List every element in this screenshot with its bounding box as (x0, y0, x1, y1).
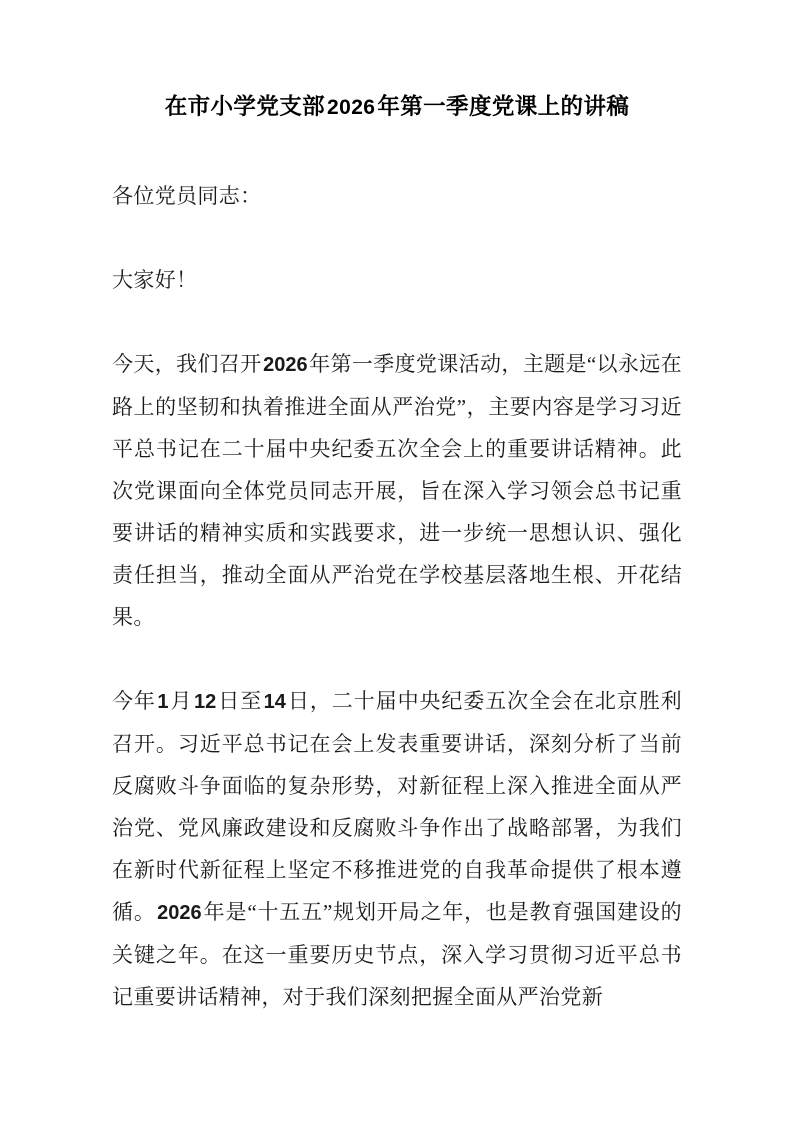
paragraph-2-text-part-2: 月 (169, 689, 193, 713)
title-spacer (112, 129, 682, 175)
spacer-para1-para2 (112, 638, 682, 680)
paragraph-1-text-part-2: 年第一季度党课活动，主题是“以永远在路上的坚韧和执着推进全面从严治党”，主要内容是学习习近平总书记在二十届中央纪委五次全会上的重要讲话精神。此次党课面向全体党员同志开展，旨在深入学习领会总书记重要讲话的精神实质和实践要求，进一步统一思想认识、强化责任担当，推动全面从严治党在学校基层落地生根、开花结果。 (112, 352, 683, 629)
paragraph-1-text-part-1: 今天，我们召开 (112, 352, 262, 376)
paragraph-2-month-number: 1 (157, 691, 169, 713)
paragraph-1-year-number: 2026 (263, 354, 308, 376)
spacer-salutation-greeting (112, 217, 682, 259)
salutation: 各位党员同志： (112, 184, 262, 208)
paragraph-2-start-day-number: 12 (193, 691, 217, 713)
page-title (112, 86, 682, 129)
paragraph-2-year-number: 2026 (157, 902, 202, 924)
paragraph-2-text-part-5: 年是“十五五”规划开局之年，也是教育强国建设的关键之年。在这一重要历史节点，深入学习贯彻习近平总书记重要讲话精神，对于我们深刻把握全面从严治党新 (112, 900, 682, 1009)
title-text-part-2: 年第一季度党课上的讲稿 (377, 94, 630, 119)
title-text-part-1: 在市小学党支部 (164, 94, 326, 119)
paragraph-1 (112, 343, 682, 638)
greeting: 大家好！ (112, 268, 198, 292)
spacer-greeting-para1 (112, 301, 682, 343)
paragraph-2-text-part-1: 今年 (112, 689, 156, 713)
paragraph-2-end-day-number: 14 (263, 691, 286, 713)
paragraph-2 (112, 680, 682, 1018)
document-body (112, 86, 682, 1018)
title-year-number: 2026 (327, 96, 376, 119)
paragraph-2-text-part-4: 日，二十届中央纪委五次全会在北京胜利召开。习近平总书记在会上发表重要讲话，深刻分析了当前反腐败斗争面临的复杂形势，对新征程上深入推进全面从严治党、党风廉政建设和反腐败斗争作出了战略部署，为我们在新时代新征程上坚定不移推进党的自我革命提供了根本遵循。 (112, 689, 682, 924)
paragraph-2-text-part-3: 日至 (217, 689, 263, 713)
